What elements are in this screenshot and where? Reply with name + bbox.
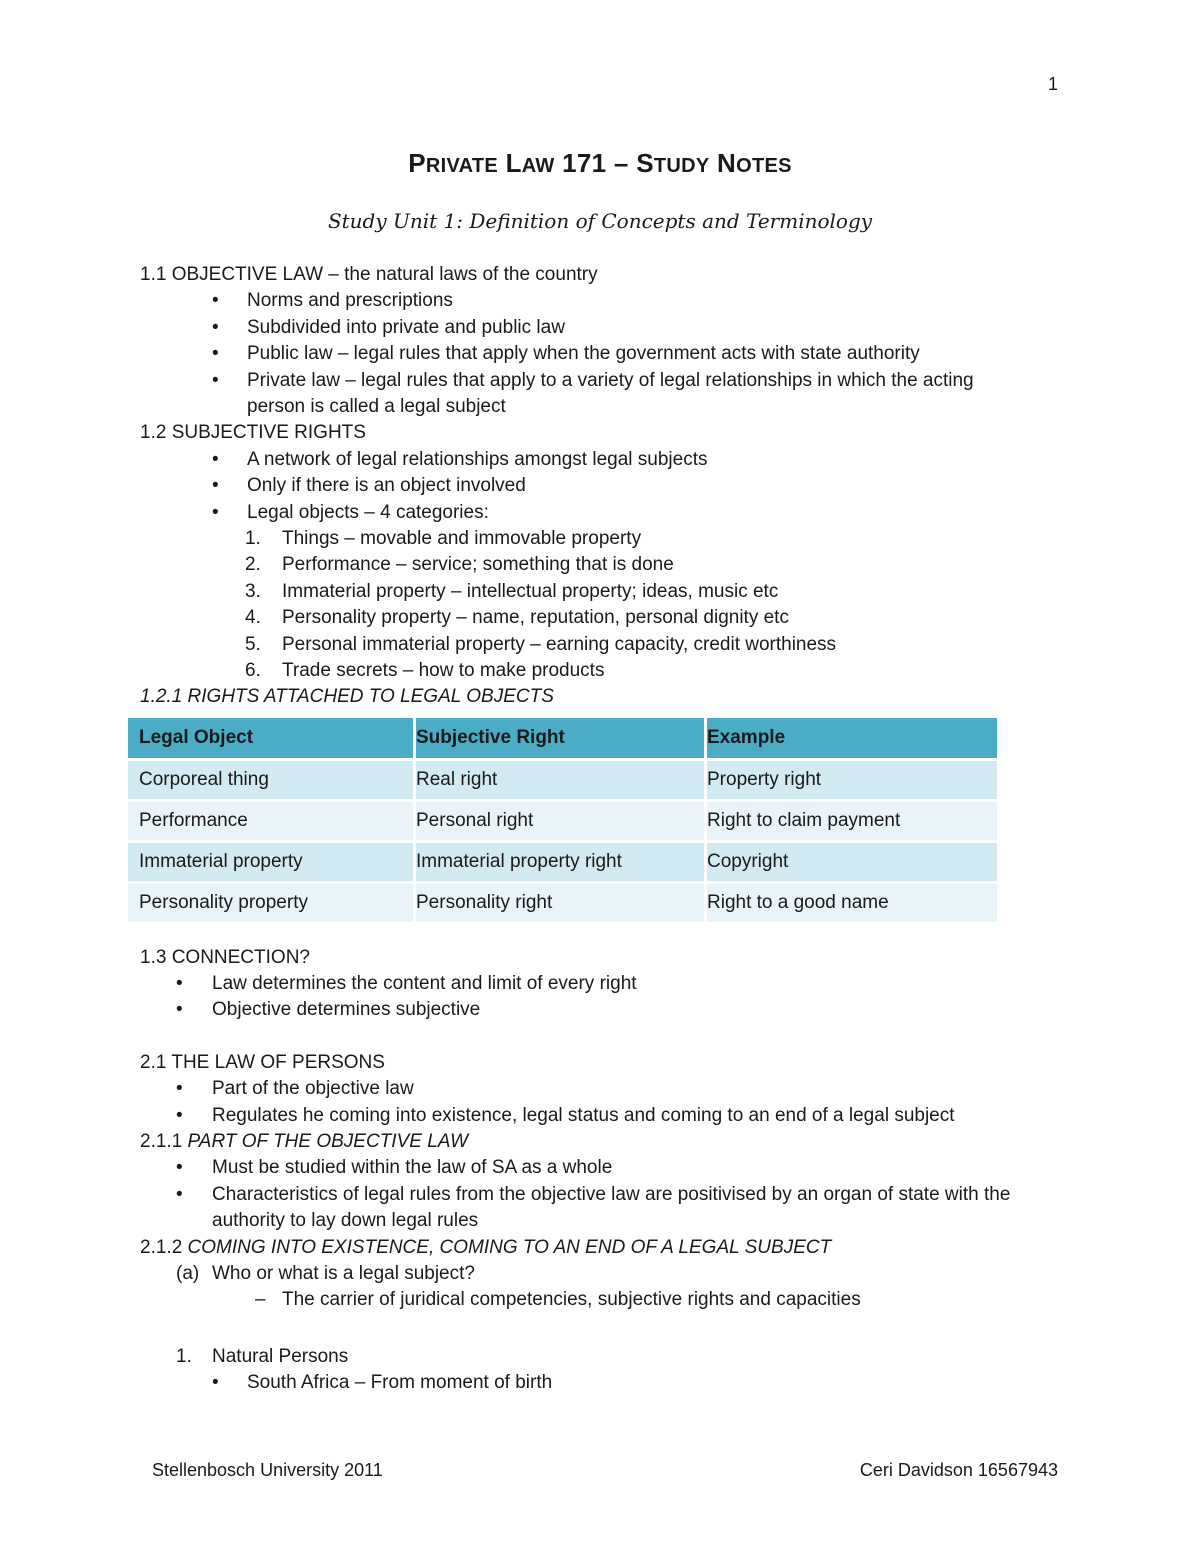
table-row (128, 843, 1000, 881)
table-cell: Personality right (416, 884, 707, 922)
item-letter: (a) (176, 1263, 200, 1284)
table-cell: Immaterial property (128, 843, 416, 881)
list-item: • South Africa – From moment of birth (140, 1370, 1060, 1396)
item-text: Natural Persons (212, 1345, 349, 1367)
section-heading: 2.1 THE LAW OF PERSONS (140, 1051, 385, 1073)
subsection-title: COMING INTO EXISTENCE, COMING TO AN END OF A LEGAL SUBJECT (187, 1236, 832, 1258)
list-item: • Legal objects – 4 categories: (140, 500, 1060, 526)
subsection-heading (140, 1129, 1060, 1155)
list-item: • A network of legal relationships amongst legal subjects (140, 447, 1060, 473)
numbered-item (140, 658, 1060, 684)
list-item: • Regulates he coming into existence, legal status and coming to an end of a legal subject (140, 1103, 1060, 1129)
numbered-item (140, 632, 1060, 658)
subsection-heading (140, 1235, 1060, 1261)
numbered-item (140, 526, 1060, 552)
item-number: 6. (245, 659, 261, 681)
list-item: • Subdivided into private and public law (140, 315, 1060, 341)
subsection-title: PART OF THE OBJECTIVE LAW (187, 1131, 469, 1153)
item-number: 5. (245, 633, 261, 655)
list-item: • Public law – legal rules that apply when the government acts with state authority (140, 341, 1060, 367)
item-text: Immaterial property – intellectual property; ideas, music etc (282, 580, 779, 602)
section-heading: 1.3 CONNECTION? (140, 946, 310, 968)
table-header-row (128, 718, 1000, 758)
list-item: • Characteristics of legal rules from the objective law are positivised by an organ of state with the authority to lay down legal rules (140, 1182, 1052, 1235)
table-cell: Right to claim payment (707, 802, 1000, 840)
document-body (140, 262, 1060, 1397)
title-part: L (505, 148, 522, 178)
title-part: N (717, 148, 737, 178)
numbered-item (140, 552, 1060, 578)
list-item: • Objective determines subjective (140, 997, 1060, 1023)
item-number: 4. (245, 607, 261, 629)
section-heading: 1.2 SUBJECTIVE RIGHTS (140, 422, 366, 444)
page-number: 1 (1047, 74, 1058, 94)
item-text: Trade secrets – how to make products (282, 659, 605, 681)
table-cell: Property right (707, 761, 1000, 799)
title-part: 171 – (554, 148, 637, 178)
item-number: 1. (176, 1345, 192, 1367)
list-item: • Must be studied within the law of SA as a whole (140, 1155, 1060, 1181)
title-part: OTES (736, 155, 792, 177)
table-cell: Corporeal thing (128, 761, 416, 799)
table-cell: Personal right (416, 802, 707, 840)
document-subtitle: Study Unit 1: Definition of Concepts and Terminology (327, 209, 873, 233)
footer-left: Stellenbosch University 2011 (152, 1460, 383, 1480)
item-text: Who or what is a legal subject? (212, 1263, 475, 1284)
title-part: S (636, 148, 654, 178)
table-cell: Right to a good name (707, 884, 1000, 922)
table-row (128, 761, 1000, 799)
list-item: • Part of the objective law (140, 1076, 1060, 1102)
numbered-item (140, 579, 1060, 605)
table-cell: Personality property (128, 884, 416, 922)
list-item: • Norms and prescriptions (140, 288, 1060, 314)
subsection-number: 2.1.2 (140, 1236, 183, 1258)
item-text: Personality property – name, reputation, personal dignity etc (282, 607, 789, 629)
subsection-heading: 1.2.1 RIGHTS ATTACHED TO LEGAL OBJECTS (140, 686, 554, 708)
table-header-cell: Legal Object (128, 718, 416, 758)
item-text: Things – movable and immovable property (282, 527, 642, 549)
numbered-item (140, 605, 1060, 631)
list-item: • Only if there is an object involved (140, 473, 1060, 499)
table-cell: Performance (128, 802, 416, 840)
table-row (128, 802, 1000, 840)
item-text: Performance – service; something that is done (282, 554, 674, 576)
table-cell: Real right (416, 761, 707, 799)
table-header-cell: Example (707, 718, 1000, 758)
title-part: P (408, 148, 426, 178)
title-part: AW (521, 155, 555, 177)
dash-item: – The carrier of juridical competencies, subjective rights and capacities (140, 1287, 1060, 1313)
item-number: 3. (245, 580, 261, 602)
list-item: • Private law – legal rules that apply to a variety of legal relationships in which the acting person is called a legal subject (140, 368, 1007, 421)
item-text: Personal immaterial property – earning capacity, credit worthiness (282, 633, 837, 655)
lettered-item (140, 1261, 1060, 1287)
item-number: 1. (245, 527, 261, 549)
table-cell: Copyright (707, 843, 1000, 881)
title-part: TUDY (653, 155, 710, 177)
title-part: RIVATE (425, 155, 499, 177)
rights-table (128, 715, 1000, 925)
document-title (0, 148, 1200, 179)
section-heading: 1.1 OBJECTIVE LAW – the natural laws of the country (140, 264, 598, 285)
subsection-number: 2.1.1 (140, 1131, 183, 1153)
table-row (128, 884, 1000, 922)
item-number: 2. (245, 554, 261, 576)
numbered-item (140, 1344, 1060, 1370)
table-cell: Immaterial property right (416, 843, 707, 881)
table-header-cell: Subjective Right (416, 718, 707, 758)
footer-right: Ceri Davidson 16567943 (859, 1460, 1058, 1480)
list-item: • Law determines the content and limit of every right (140, 971, 1060, 997)
